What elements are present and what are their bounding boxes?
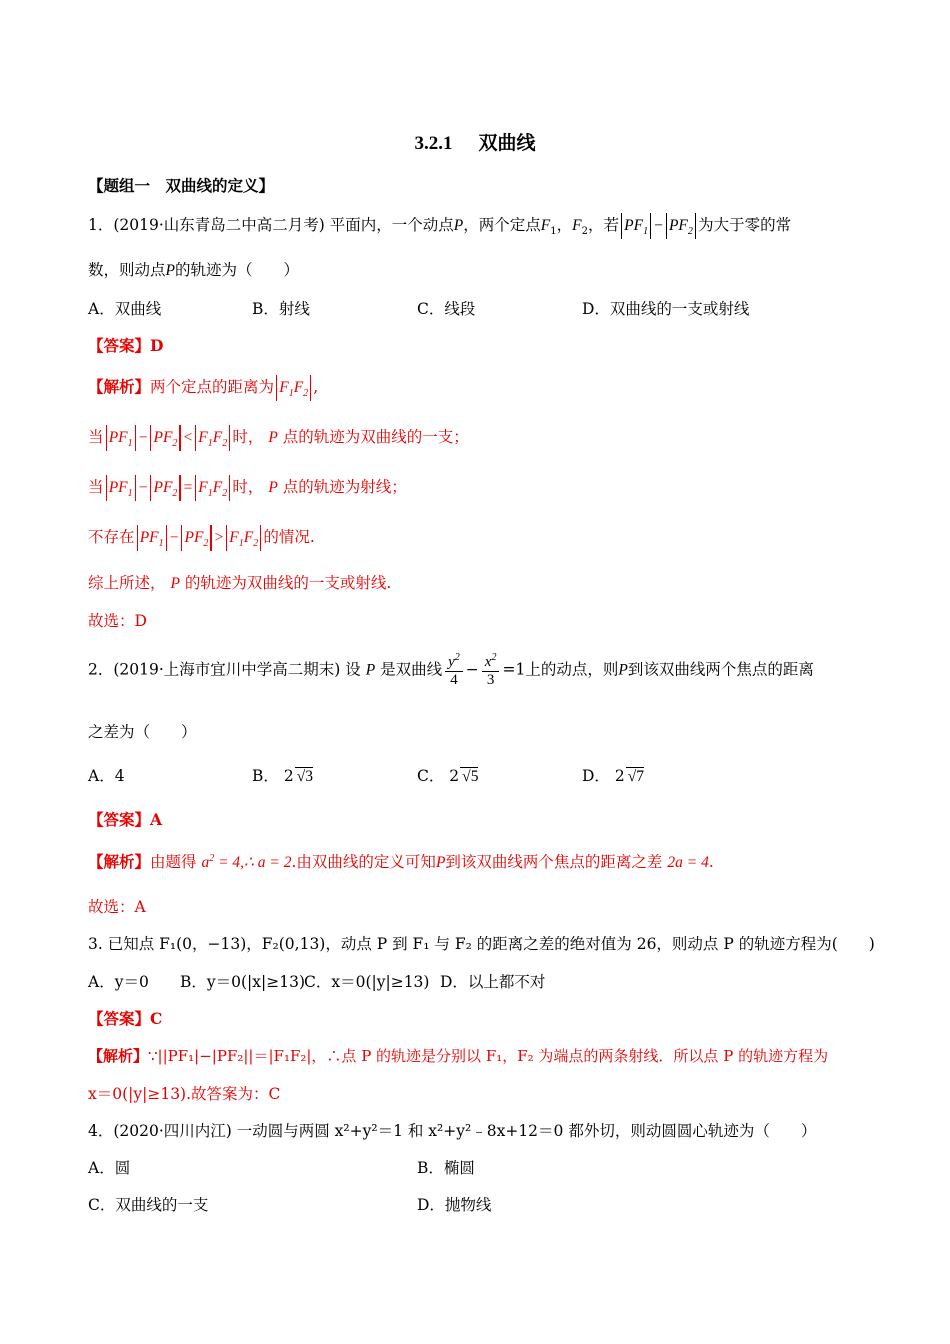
q1-analysis-3: 当 $PF_1 - PF_2 = F_1F_2$ 时， P 点的轨迹为射线； xyxy=(88,475,407,501)
q2-stem-line2: 之差为（ ） xyxy=(88,723,197,741)
q1-analysis-2: 当 $PF_1 - PF_2 < F_1F_2$ 时， P 点的轨迹为双曲线的一支； xyxy=(88,425,469,451)
title-number: 3.2.1 xyxy=(414,133,453,154)
page-title xyxy=(0,128,950,155)
q2-option-a[interactable]: A．4 xyxy=(88,767,125,785)
q1-final: 故选：D xyxy=(88,612,147,630)
q2-stem-line1: 2．(2019·上海市宜川中学高二期末) 设 P 是双曲线 $\frac{y^2}{4}$ − $\frac{x^2}{3}$ =1上的动点，则P到该双曲线两个焦点的距离 xyxy=(88,652,814,688)
q1-option-d[interactable]: D．双曲线的一支或射线 xyxy=(582,300,750,318)
q2-frac-y: $\frac{y^2}{4}$ xyxy=(445,652,463,689)
q1-option-c[interactable]: C．线段 xyxy=(417,300,476,318)
q3-option-b[interactable]: B．y＝0(|x|≥13) xyxy=(180,973,305,991)
q3-option-a[interactable]: A．y＝0 xyxy=(88,973,149,991)
q3-option-c[interactable]: C．x＝0(|y|≥13) xyxy=(304,973,430,991)
q1-option-a[interactable]: A．双曲线 xyxy=(88,300,162,318)
q2-option-b[interactable]: B． 2 √3 xyxy=(252,767,313,785)
q1-stem-line1: 1．(2019·山东青岛二中高二月考) 平面内，一个动点P，两个定点$F_1$，$F_2$，若 $PF_1 - PF_2$ 为大于零的常 xyxy=(88,213,791,239)
q4-option-c[interactable]: C．双曲线的一支 xyxy=(88,1196,209,1214)
q1-analysis-1: 【解析】两个定点的距离为 $F_1F_2$ , xyxy=(88,375,318,401)
section-heading: 【题组一 双曲线的定义】 xyxy=(88,176,275,195)
q2-frac-x: $\frac{x^2}{3}$ xyxy=(482,652,500,689)
q1-option-b[interactable]: B．射线 xyxy=(252,300,310,318)
title-name: 双曲线 xyxy=(478,133,536,154)
q1-answer: 【答案】D xyxy=(88,336,164,355)
q3-answer: 【答案】C xyxy=(88,1009,163,1028)
q2-final: 故选：A xyxy=(88,898,146,916)
q2-option-c[interactable]: C． 2 √5 xyxy=(417,767,479,785)
q2-option-d[interactable]: D． 2 √7 xyxy=(582,767,644,785)
q3-option-d[interactable]: D．以上都不对 xyxy=(440,973,546,991)
q1-analysis-5: 综上所述， P 的轨迹为双曲线的一支或射线. xyxy=(88,574,392,592)
q4-option-b[interactable]: B．椭圆 xyxy=(417,1159,475,1177)
q3-analysis-1: 【解析】∵||PF₁|−|PF₂||＝|F₁F₂|，∴点 P 的轨迹是分别以 F₁，F₂ 为端点的两条射线．所以点 P 的轨迹方程为 xyxy=(88,1047,829,1065)
q4-option-d[interactable]: D．抛物线 xyxy=(417,1196,492,1214)
q4-option-a[interactable]: A．圆 xyxy=(88,1159,131,1177)
q4-stem: 4．(2020·四川内江) 一动圆与两圆 x²+y²＝1 和 x²+y²﹣8x+12＝0 都外切，则动圆圆心轨迹为（ ） xyxy=(88,1122,817,1140)
q1-analysis-4: 不存在 $PF_1 - PF_2 > F_1F_2$ 的情况. xyxy=(88,525,315,551)
q3-stem: 3. 已知点 F₁(0，−13)，F₂(0,13)，动点 P 到 F₁ 与 F₂ 的距离之差的绝对值为 26，则动点 P 的轨迹方程为( ) xyxy=(88,935,875,953)
q2-analysis: 【解析】由题得 $a^2$ = 4,∴ a = 2.由双曲线的定义可知P到该双曲线两个焦点的距离之差 2a = 4. xyxy=(88,852,714,871)
q2-answer: 【答案】A xyxy=(88,810,163,829)
q1-stem-line2: 数，则动点P的轨迹为（ ） xyxy=(88,261,299,279)
q3-analysis-2: x＝0(|y|≥13).故答案为：C xyxy=(88,1085,281,1103)
